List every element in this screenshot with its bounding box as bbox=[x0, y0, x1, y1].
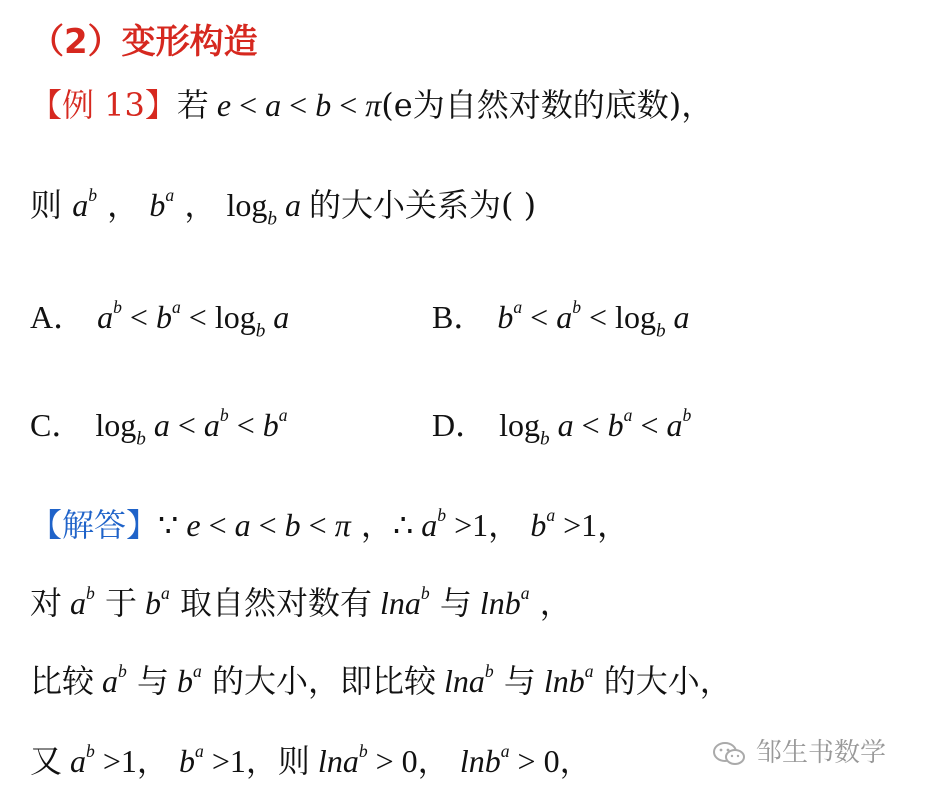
stem-prefix: 若 bbox=[176, 86, 209, 124]
solution-line1: 【解答】∵ e < a < b < π ，∴ $a^b >1$， $b^a >1$， bbox=[30, 505, 630, 544]
option-a: A． $a^b < b^a < \log_b a$ bbox=[30, 297, 290, 342]
option-d: D． $\log_b a < b^a < a^b$ bbox=[432, 405, 692, 450]
solution-label: 【解答】 bbox=[30, 506, 159, 544]
solution-line2: 对 $a^b$ 于 $b^a$ 取自然对数有 lna$^b$ 与 lnb$^a$ ， bbox=[30, 583, 572, 622]
line2-suffix: 的大小关系为( ) bbox=[308, 186, 537, 224]
watermark bbox=[712, 732, 886, 769]
example-stem-line1: 【例 13】若 e < a < b < π(e为自然对数的底数)， bbox=[30, 86, 714, 124]
option-b: B． $b^a < a^b < \log_b a$ bbox=[432, 297, 690, 342]
option-c: C． $\log_b a < a^b < b^a$ bbox=[30, 405, 288, 450]
watermark-text: 邹生书数学 bbox=[756, 738, 887, 768]
example-label: 【例 13】 bbox=[30, 86, 177, 124]
solution-line3: 比较 $a^b$ 与 $b^a$ 的大小，即比较 lna$^b$ 与 lnb$^a$ 的大小， bbox=[30, 661, 732, 700]
condition: e bbox=[208, 87, 232, 123]
solution-line4: 又 $a^b >1$， $b^a >1$，则 lna$^b$ > 0， lnb$^a$ > 0， bbox=[30, 741, 592, 780]
example-stem-line2: 则 $a^b$ ， $b^a$ ， $\log_b a$ 的大小关系为( ) bbox=[30, 185, 537, 230]
section-title: （2）变形构造 bbox=[30, 22, 258, 62]
paren-note: (e为自然对数的底数)， bbox=[381, 86, 714, 124]
wechat-icon bbox=[712, 741, 746, 767]
line2-prefix: 则 bbox=[30, 186, 63, 224]
